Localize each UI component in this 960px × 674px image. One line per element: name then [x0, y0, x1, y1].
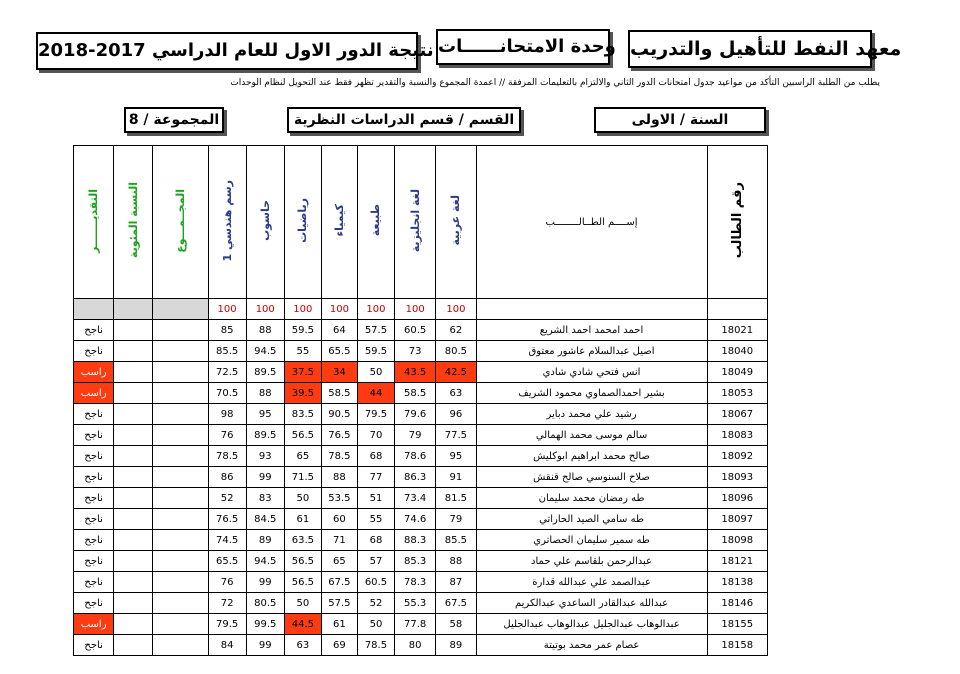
score-cell: 79	[394, 425, 435, 446]
student-row	[74, 425, 768, 446]
subject-header-0	[436, 146, 476, 299]
subject-header-5	[246, 146, 284, 299]
score-cell: 42.5	[436, 362, 476, 383]
score-cell: 34	[321, 362, 357, 383]
score-cell: 86.3	[394, 467, 435, 488]
score-cell: 50	[284, 488, 321, 509]
score-cell: 99	[246, 635, 284, 656]
percentage-cell	[114, 635, 153, 656]
score-cell: 68	[357, 530, 394, 551]
score-cell: 44	[357, 383, 394, 404]
result-cell: ناجح	[74, 467, 114, 488]
score-cell: 89.5	[246, 362, 284, 383]
score-cell: 77.5	[436, 425, 476, 446]
total-cell	[153, 551, 208, 572]
student-name-cell: سالم موسى محمد الهمالي	[476, 425, 707, 446]
score-cell: 76.5	[208, 509, 246, 530]
student-id-cell: 18121	[707, 551, 767, 572]
score-cell: 87	[436, 572, 476, 593]
student-row	[74, 572, 768, 593]
student-name-cell: صلاح السنوسي صالح قنقش	[476, 467, 707, 488]
student-name-cell: عبدالوهاب عبدالجليل عبدالوهاب عبدالجليل	[476, 614, 707, 635]
percentage-cell	[114, 530, 153, 551]
max-mark-cell: 100	[321, 299, 357, 320]
score-cell: 58.5	[394, 383, 435, 404]
student-row	[74, 320, 768, 341]
student-id-cell: 18049	[707, 362, 767, 383]
score-cell: 85.5	[436, 530, 476, 551]
score-cell: 57	[357, 551, 394, 572]
score-cell: 88	[246, 383, 284, 404]
total-header	[153, 146, 208, 299]
score-cell: 83.5	[284, 404, 321, 425]
score-cell: 65.5	[321, 341, 357, 362]
result-title	[36, 32, 434, 70]
student-id-cell: 18096	[707, 488, 767, 509]
student-name-cell: طه سامي الصيد الحاراتي	[476, 509, 707, 530]
score-cell: 71.5	[284, 467, 321, 488]
percentage-cell	[114, 446, 153, 467]
score-cell: 91	[436, 467, 476, 488]
department-box	[287, 107, 521, 133]
student-id-cell: 18092	[707, 446, 767, 467]
institute-title	[628, 30, 902, 68]
score-cell: 63	[436, 383, 476, 404]
score-cell: 59.5	[284, 320, 321, 341]
total-header-label: المجــمـــوع	[173, 188, 187, 253]
total-cell	[153, 341, 208, 362]
student-row	[74, 551, 768, 572]
score-cell: 79.5	[208, 614, 246, 635]
score-cell: 83	[246, 488, 284, 509]
result-cell: ناجح	[74, 488, 114, 509]
result-cell: ناجح	[74, 593, 114, 614]
grade-header	[74, 146, 114, 299]
max-mark-cell: 100	[246, 299, 284, 320]
student-id-cell: 18138	[707, 572, 767, 593]
student-row	[74, 341, 768, 362]
result-cell: ناجح	[74, 446, 114, 467]
result-cell: راسب	[74, 362, 114, 383]
total-cell	[153, 320, 208, 341]
total-cell	[153, 446, 208, 467]
percentage-cell	[114, 320, 153, 341]
score-cell: 78.5	[321, 446, 357, 467]
score-cell: 88	[436, 551, 476, 572]
score-cell: 56.5	[284, 551, 321, 572]
score-cell: 52	[357, 593, 394, 614]
score-cell: 55.3	[394, 593, 435, 614]
percentage-header	[114, 146, 153, 299]
score-cell: 71	[321, 530, 357, 551]
score-cell: 39.5	[284, 383, 321, 404]
score-cell: 88.3	[394, 530, 435, 551]
subject-header-4-label: رياضيات	[296, 198, 310, 243]
subject-header-1-label: لغة انجليزية	[408, 188, 422, 253]
score-cell: 58	[436, 614, 476, 635]
max-mark-cell: 100	[357, 299, 394, 320]
student-name-header: إســــم الطــالــــــــب	[476, 146, 707, 299]
score-cell: 55	[284, 341, 321, 362]
max-blank-cell	[707, 299, 767, 320]
total-cell	[153, 362, 208, 383]
grade-header-label: التقديـــــــر	[87, 188, 101, 253]
total-cell	[153, 635, 208, 656]
score-cell: 89	[246, 530, 284, 551]
score-cell: 72	[208, 593, 246, 614]
result-cell: ناجح	[74, 425, 114, 446]
subject-header-1	[394, 146, 435, 299]
percentage-cell	[114, 509, 153, 530]
student-id-cell: 18158	[707, 635, 767, 656]
score-cell: 95	[436, 446, 476, 467]
score-cell: 94.5	[246, 551, 284, 572]
score-cell: 43.5	[394, 362, 435, 383]
score-cell: 80	[394, 635, 435, 656]
score-cell: 62	[436, 320, 476, 341]
score-cell: 85	[208, 320, 246, 341]
student-name-cell: عبدالله عبدالقادر الساعدي عبدالكريم	[476, 593, 707, 614]
student-name-cell: رشيد علي محمد دباير	[476, 404, 707, 425]
score-cell: 78.3	[394, 572, 435, 593]
score-cell: 88	[246, 320, 284, 341]
score-cell: 60.5	[394, 320, 435, 341]
max-blank-cell	[153, 299, 208, 320]
score-cell: 65	[321, 551, 357, 572]
score-cell: 57.5	[357, 320, 394, 341]
student-name-cell: اصيل عبدالسلام عاشور معتوق	[476, 341, 707, 362]
score-cell: 50	[284, 593, 321, 614]
max-mark-cell: 100	[208, 299, 246, 320]
student-id-cell: 18098	[707, 530, 767, 551]
percentage-cell	[114, 551, 153, 572]
score-cell: 55	[357, 509, 394, 530]
student-name-cell: عبدالرحمن بلقاسم علي حماد	[476, 551, 707, 572]
score-cell: 80.5	[436, 341, 476, 362]
score-cell: 78.5	[357, 635, 394, 656]
score-cell: 93	[246, 446, 284, 467]
max-blank-cell	[476, 299, 707, 320]
score-cell: 89.5	[246, 425, 284, 446]
score-cell: 59.5	[357, 341, 394, 362]
subject-header-5-label: حاسوب	[258, 200, 272, 241]
result-cell: ناجح	[74, 341, 114, 362]
results-table	[73, 145, 768, 656]
score-cell: 77	[357, 467, 394, 488]
score-cell: 85.5	[208, 341, 246, 362]
percentage-cell	[114, 383, 153, 404]
student-id-cell: 18021	[707, 320, 767, 341]
max-blank-cell	[114, 299, 153, 320]
student-row	[74, 362, 768, 383]
score-cell: 98	[208, 404, 246, 425]
total-cell	[153, 467, 208, 488]
percentage-cell	[114, 404, 153, 425]
group-label: المجموعة / 8	[128, 112, 220, 128]
max-marks-row	[74, 299, 768, 320]
result-cell: ناجح	[74, 635, 114, 656]
score-cell: 95	[246, 404, 284, 425]
total-cell	[153, 572, 208, 593]
score-cell: 70	[357, 425, 394, 446]
student-row	[74, 467, 768, 488]
instructions-notice: يطلب من الطلبة الراسبين التأكد من مواعيد جدول امتحانات الدور الثاني والالتزام بالتعليمات المرفقة // اعمدة المجموع والنسبة والتقدير تظهر فقط عند التحويل لنظام الوحدات	[230, 78, 880, 88]
year-label: السنة / الاولى	[631, 112, 729, 128]
student-name-cell: بشير احمدالصماوي محمود الشريف	[476, 383, 707, 404]
score-cell: 60	[321, 509, 357, 530]
student-row	[74, 530, 768, 551]
percentage-cell	[114, 425, 153, 446]
score-cell: 56.5	[284, 425, 321, 446]
total-cell	[153, 425, 208, 446]
student-name-cell: طه رمضان محمد سليمان	[476, 488, 707, 509]
score-cell: 44.5	[284, 614, 321, 635]
score-cell: 88	[321, 467, 357, 488]
student-row	[74, 614, 768, 635]
exam-unit-title-text: وحدة الامتحانــــــات	[438, 36, 616, 57]
score-cell: 78.5	[208, 446, 246, 467]
score-cell: 68	[357, 446, 394, 467]
score-cell: 69	[321, 635, 357, 656]
score-cell: 74.5	[208, 530, 246, 551]
result-cell: ناجح	[74, 509, 114, 530]
student-row	[74, 593, 768, 614]
result-cell: راسب	[74, 383, 114, 404]
score-cell: 79.5	[357, 404, 394, 425]
score-cell: 63.5	[284, 530, 321, 551]
student-name-cell: طه سمير سليمان الحصاتري	[476, 530, 707, 551]
score-cell: 51	[357, 488, 394, 509]
subject-header-6	[208, 146, 246, 299]
result-cell: ناجح	[74, 404, 114, 425]
total-cell	[153, 530, 208, 551]
student-row	[74, 383, 768, 404]
score-cell: 56.5	[284, 572, 321, 593]
score-cell: 53.5	[321, 488, 357, 509]
student-id-cell: 18053	[707, 383, 767, 404]
student-row	[74, 404, 768, 425]
score-cell: 67.5	[436, 593, 476, 614]
percentage-cell	[114, 467, 153, 488]
percentage-cell	[114, 488, 153, 509]
score-cell: 99	[246, 572, 284, 593]
student-name-cell: صالح محمد ابراهيم ابوكليش	[476, 446, 707, 467]
score-cell: 99.5	[246, 614, 284, 635]
subject-header-3-label: كيمياء	[332, 204, 346, 237]
score-cell: 76	[208, 425, 246, 446]
score-cell: 65	[284, 446, 321, 467]
subject-header-2-label: طبيعة	[369, 204, 383, 237]
score-cell: 61	[321, 614, 357, 635]
student-name-cell: احمد امحمد احمد الشريع	[476, 320, 707, 341]
student-id-header-label: رقم الطالب	[729, 182, 745, 259]
total-cell	[153, 509, 208, 530]
score-cell: 65.5	[208, 551, 246, 572]
header-row	[74, 146, 768, 299]
percentage-cell	[114, 341, 153, 362]
score-cell: 85.3	[394, 551, 435, 572]
total-cell	[153, 488, 208, 509]
subject-header-3	[321, 146, 357, 299]
score-cell: 52	[208, 488, 246, 509]
score-cell: 86	[208, 467, 246, 488]
total-cell	[153, 383, 208, 404]
percentage-cell	[114, 614, 153, 635]
percentage-cell	[114, 593, 153, 614]
student-id-cell: 18040	[707, 341, 767, 362]
score-cell: 67.5	[321, 572, 357, 593]
score-cell: 99	[246, 467, 284, 488]
student-id-cell: 18067	[707, 404, 767, 425]
score-cell: 89	[436, 635, 476, 656]
result-cell: راسب	[74, 614, 114, 635]
score-cell: 96	[436, 404, 476, 425]
score-cell: 63	[284, 635, 321, 656]
score-cell: 61	[284, 509, 321, 530]
student-id-cell: 18093	[707, 467, 767, 488]
score-cell: 77.8	[394, 614, 435, 635]
student-row	[74, 446, 768, 467]
subject-header-2	[357, 146, 394, 299]
student-name-cell: عصام عمر محمد بوتيتة	[476, 635, 707, 656]
score-cell: 76.5	[321, 425, 357, 446]
student-name-cell: عبدالصمد علي عبدالله قدارة	[476, 572, 707, 593]
score-cell: 79.6	[394, 404, 435, 425]
score-cell: 74.6	[394, 509, 435, 530]
student-id-cell: 18097	[707, 509, 767, 530]
total-cell	[153, 404, 208, 425]
student-id-cell: 18146	[707, 593, 767, 614]
institute-title-text: معهد النفط للتأهيل والتدريب	[630, 38, 902, 60]
score-cell: 81.5	[436, 488, 476, 509]
percentage-cell	[114, 572, 153, 593]
score-cell: 60.5	[357, 572, 394, 593]
result-cell: ناجح	[74, 530, 114, 551]
score-cell: 79	[436, 509, 476, 530]
percentage-cell	[114, 362, 153, 383]
result-cell: ناجح	[74, 551, 114, 572]
score-cell: 58.5	[321, 383, 357, 404]
max-blank-cell	[74, 299, 114, 320]
department-label: القسم / قسم الدراسات النظرية	[293, 112, 515, 128]
subject-header-6-label: رسم هندسي 1	[220, 179, 234, 262]
student-row	[74, 635, 768, 656]
max-mark-cell: 100	[394, 299, 435, 320]
student-row	[74, 509, 768, 530]
total-cell	[153, 593, 208, 614]
student-id-cell: 18083	[707, 425, 767, 446]
result-cell: ناجح	[74, 572, 114, 593]
score-cell: 73.4	[394, 488, 435, 509]
student-id-cell: 18155	[707, 614, 767, 635]
score-cell: 90.5	[321, 404, 357, 425]
total-cell	[153, 614, 208, 635]
score-cell: 37.5	[284, 362, 321, 383]
score-cell: 72.5	[208, 362, 246, 383]
student-row	[74, 488, 768, 509]
group-box	[124, 107, 224, 133]
score-cell: 84	[208, 635, 246, 656]
result-title-text: نتيجة الدور الاول للعام الدراسي 2017-2018	[38, 40, 434, 61]
score-cell: 50	[357, 614, 394, 635]
max-mark-cell: 100	[284, 299, 321, 320]
score-cell: 76	[208, 572, 246, 593]
student-name-cell: انس فتحي شادي شادي	[476, 362, 707, 383]
score-cell: 73	[394, 341, 435, 362]
subject-header-4	[284, 146, 321, 299]
percentage-header-label: النسبة المئوية	[126, 182, 140, 259]
score-cell: 64	[321, 320, 357, 341]
result-cell: ناجح	[74, 320, 114, 341]
exam-unit-title	[436, 29, 616, 65]
score-cell: 50	[357, 362, 394, 383]
year-box	[594, 107, 766, 133]
score-cell: 70.5	[208, 383, 246, 404]
score-cell: 78.6	[394, 446, 435, 467]
score-cell: 57.5	[321, 593, 357, 614]
subject-header-0-label: لغة عربية	[449, 195, 463, 246]
score-cell: 84.5	[246, 509, 284, 530]
max-mark-cell: 100	[436, 299, 476, 320]
student-id-header	[707, 146, 767, 299]
score-cell: 80.5	[246, 593, 284, 614]
score-cell: 94.5	[246, 341, 284, 362]
